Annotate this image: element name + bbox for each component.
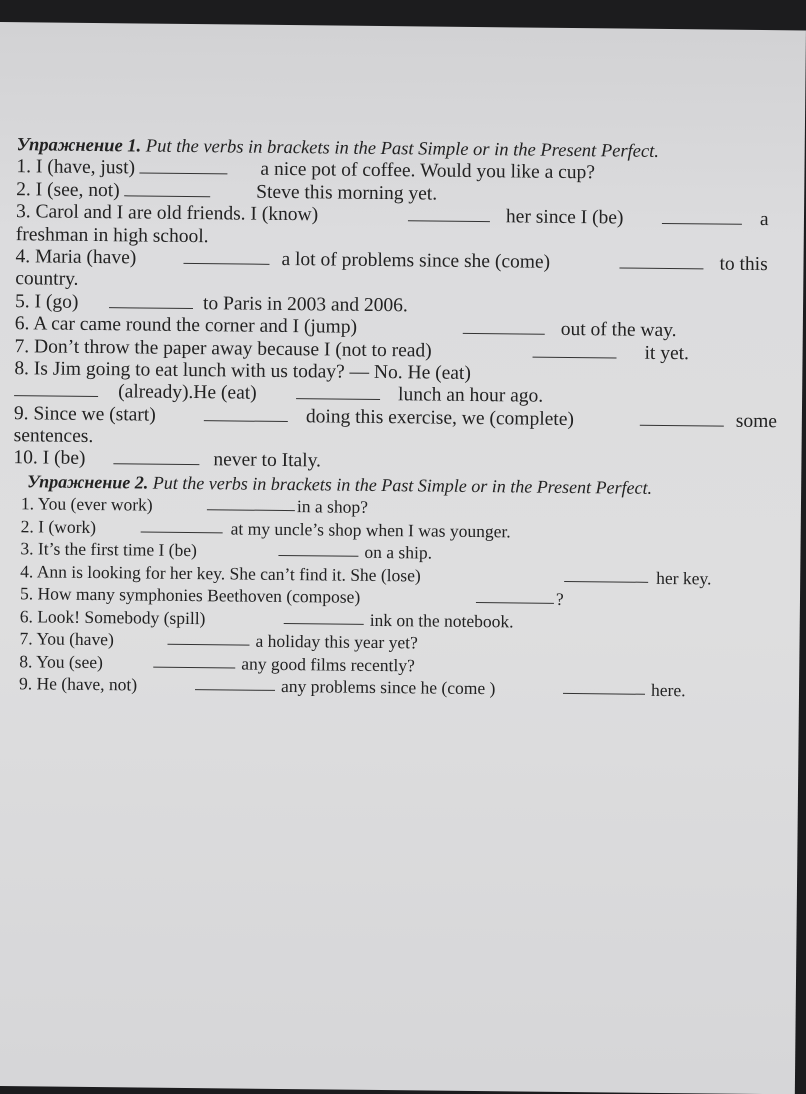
exercise-1-label: Упражнение 1.	[16, 135, 142, 157]
answer-blank[interactable]	[296, 383, 380, 400]
answer-blank[interactable]	[195, 674, 275, 691]
ex1-item-8-prompt: 8. Is Jim going to eat lunch with us today? — No. He (eat)	[14, 358, 472, 384]
ex1-item-3-prompt: 3. Carol and I are old friends. I (know)	[15, 201, 319, 226]
ex1-item-2-rest: Steve this morning yet.	[256, 181, 438, 205]
ex2-item-5-rest: ?	[555, 589, 564, 610]
ex1-item-10-rest: never to Italy.	[213, 449, 322, 472]
answer-blank[interactable]	[141, 516, 223, 533]
ex1-item-3-continuation: freshman in high school.	[15, 223, 209, 247]
ex2-item-9-rest: any problems since he (come )	[280, 676, 496, 699]
ex1-item-4-continuation: country.	[15, 268, 79, 291]
answer-blank[interactable]	[278, 540, 358, 557]
ex1-item-8-rest: lunch an hour ago.	[398, 384, 544, 408]
answer-blank[interactable]	[463, 318, 545, 335]
ex1-item-3-end: a	[759, 209, 769, 231]
answer-blank[interactable]	[408, 205, 490, 222]
ex2-item-2-rest: at my uncle’s shop when I was younger.	[230, 518, 511, 542]
answer-blank[interactable]	[183, 248, 269, 265]
answer-blank[interactable]	[563, 678, 645, 695]
ex2-item-8-rest: any good films recently?	[241, 653, 415, 676]
ex2-item-7-rest: a holiday this year yet?	[255, 630, 418, 653]
ex1-item-5-rest: to Paris in 2003 and 2006.	[202, 292, 408, 317]
answer-blank[interactable]	[662, 208, 742, 225]
ex2-item-5-prompt: 5. How many symphonies Beethoven (compose)	[19, 583, 361, 608]
ex2-item-1-prompt: 1. You (ever work)	[20, 493, 153, 515]
ex2-item-9-prompt: 9. He (have, not)	[18, 673, 138, 695]
ex2-item-7-prompt: 7. You (have)	[19, 628, 114, 650]
answer-blank[interactable]	[619, 252, 703, 269]
answer-blank[interactable]	[14, 380, 98, 397]
answer-blank[interactable]	[167, 629, 249, 646]
ex1-item-7-prompt: 7. Don’t throw the paper away because I (not to read)	[14, 335, 432, 362]
ex1-item-8-cont-prompt: (already).He (eat)	[118, 381, 257, 405]
ex2-item-4-prompt: 4. Ann is looking for her key. She can’t find it. She (lose)	[20, 560, 421, 586]
ex2-item-6-prompt: 6. Look! Somebody (spill)	[19, 605, 206, 628]
worksheet-content	[11, 134, 792, 703]
answer-blank[interactable]	[204, 405, 288, 422]
answer-blank[interactable]	[124, 180, 210, 197]
ex1-item-10-prompt: 10. I (be)	[13, 447, 86, 470]
answer-blank[interactable]	[476, 587, 554, 604]
ex2-item-1-rest: in a shop?	[296, 496, 369, 518]
ex1-item-4-end: to this	[719, 253, 768, 276]
ex1-item-7-rest: it yet.	[644, 342, 690, 364]
ex2-item-6-rest: ink on the notebook.	[369, 609, 514, 632]
ex1-item-3-rest: her since I (be)	[505, 206, 624, 229]
ex1-item-5-prompt: 5. I (go)	[14, 290, 79, 313]
exercise-2-instruction: Put the verbs in brackets in the Past Simple or in the Present Perfect.	[152, 472, 653, 498]
ex2-item-8-prompt: 8. You (see)	[19, 650, 104, 672]
ex1-item-1-prompt: 1. I (have, just)	[16, 156, 136, 179]
ex1-item-1-rest: a nice pot of coffee. Would you like a cup?	[260, 159, 596, 184]
answer-blank[interactable]	[284, 608, 364, 625]
ex2-item-4-rest: her key.	[656, 567, 712, 589]
ex2-item-3-prompt: 3. It’s the first time I (be)	[20, 538, 198, 561]
exercise-2-items	[11, 492, 788, 703]
ex1-item-2-prompt: 2. I (see, not)	[16, 178, 120, 202]
answer-blank[interactable]	[207, 494, 295, 511]
answer-blank[interactable]	[564, 566, 648, 583]
answer-blank[interactable]	[153, 651, 235, 668]
answer-blank[interactable]	[109, 292, 193, 309]
answer-blank[interactable]	[113, 449, 199, 466]
ex1-item-4-rest: a lot of problems since she (come)	[281, 248, 551, 273]
ex1-item-9-end: some	[735, 410, 778, 432]
ex1-item-9-rest: doing this exercise, we (complete)	[305, 405, 575, 430]
worksheet-page	[0, 22, 806, 1094]
ex2-item-3-rest: on a ship.	[364, 542, 433, 563]
ex1-item-6-rest: out of the way.	[560, 319, 677, 342]
ex1-item-6-prompt: 6. A car came round the corner and I (jump)	[14, 313, 358, 338]
answer-blank[interactable]	[533, 341, 617, 358]
ex2-item-9-end: here.	[650, 680, 686, 701]
exercise-2-label: Упражнение 2.	[27, 471, 149, 493]
answer-blank[interactable]	[640, 409, 724, 426]
answer-blank[interactable]	[140, 158, 228, 175]
ex2-item-2-prompt: 2. I (work)	[20, 515, 97, 537]
ex1-item-9-prompt: 9. Since we (start)	[13, 402, 156, 426]
exercise-1-instruction: Put the verbs in brackets in the Past Simple or in the Present Perfect.	[145, 136, 660, 162]
ex1-item-9-continuation: sentences.	[13, 425, 94, 448]
ex1-item-4-prompt: 4. Maria (have)	[15, 246, 137, 269]
